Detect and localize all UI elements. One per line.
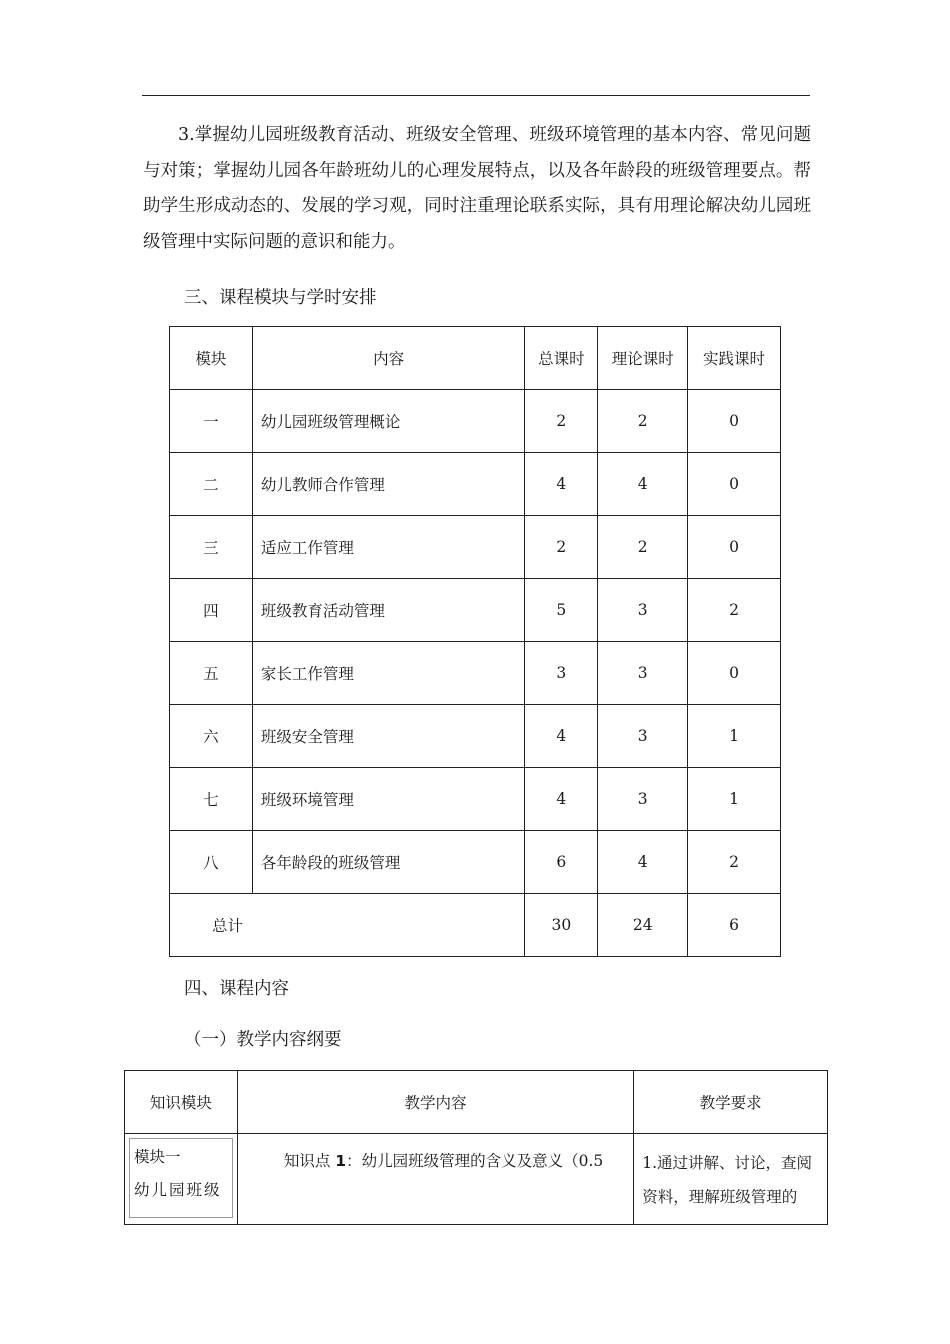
module-number: 六 — [170, 705, 253, 768]
section3-heading: 三、课程模块与学时安排 — [184, 288, 377, 308]
table-row — [170, 831, 781, 894]
practice-hours: 0 — [688, 642, 781, 705]
objective-paragraph: 3.掌握幼儿园班级教育活动、班级安全管理、班级环境管理的基本内容、常见问题与对策；掌握幼儿园各年龄班幼儿的心理发展特点，以及各年龄段的班级管理要点。帮助学生形成动态的、发展的学习观，同时注重理论联系实际，具有用理论解决幼儿园班级管理中实际问题的意识和能力。 — [143, 125, 811, 252]
teaching-content-cell — [237, 1134, 633, 1225]
table-row — [170, 642, 781, 705]
table-row — [170, 516, 781, 579]
header-rule — [142, 95, 810, 96]
table-row — [170, 453, 781, 516]
theory-hours: 3 — [598, 768, 688, 831]
module-number: 三 — [170, 516, 253, 579]
practice-hours: 2 — [688, 831, 781, 894]
module-content: 幼儿教师合作管理 — [252, 453, 525, 516]
col-header-module: 模块 — [170, 327, 253, 390]
schedule-table — [169, 326, 781, 957]
module-number: 四 — [170, 579, 253, 642]
total-hours: 4 — [525, 453, 598, 516]
schedule-header-row — [170, 327, 781, 390]
module-line2: 幼儿园班级 — [134, 1181, 222, 1199]
table-row — [170, 390, 781, 453]
total-hours: 3 — [525, 642, 598, 705]
total-hours: 6 — [525, 831, 598, 894]
content-outline-table — [124, 1070, 828, 1225]
table-row — [170, 579, 781, 642]
module-number: 一 — [170, 390, 253, 453]
table-row — [170, 768, 781, 831]
module-number: 七 — [170, 768, 253, 831]
module-cell — [125, 1134, 238, 1225]
knowledge-point-prefix: 知识点 — [283, 1152, 336, 1170]
total-label: 总计 — [170, 894, 525, 957]
module-content: 幼儿园班级管理概论 — [252, 390, 525, 453]
total-hours: 4 — [525, 705, 598, 768]
module-textbox — [129, 1138, 233, 1218]
practice-hours: 1 — [688, 705, 781, 768]
col-header-total-hours: 总课时 — [525, 327, 598, 390]
total-hours: 5 — [525, 579, 598, 642]
practice-hours: 2 — [688, 579, 781, 642]
practice-hours: 0 — [688, 516, 781, 579]
practice-hours: 1 — [688, 768, 781, 831]
section4-heading: 四、课程内容 — [184, 979, 289, 999]
theory-hours: 3 — [598, 579, 688, 642]
theory-hours: 3 — [598, 642, 688, 705]
practice-hours: 0 — [688, 453, 781, 516]
practice-hours-sum: 6 — [688, 894, 781, 957]
module-content: 适应工作管理 — [252, 516, 525, 579]
theory-hours: 4 — [598, 453, 688, 516]
table-row — [170, 705, 781, 768]
col-header-teaching-content: 教学内容 — [237, 1071, 633, 1134]
theory-hours: 3 — [598, 705, 688, 768]
total-hours-sum: 30 — [525, 894, 598, 957]
col-header-knowledge-module: 知识模块 — [125, 1071, 238, 1134]
module-number: 五 — [170, 642, 253, 705]
module-content: 班级安全管理 — [252, 705, 525, 768]
total-hours: 2 — [525, 516, 598, 579]
module-number: 八 — [170, 831, 253, 894]
theory-hours: 2 — [598, 516, 688, 579]
module-line1: 模块一 — [134, 1148, 181, 1166]
content-header-row — [125, 1071, 828, 1134]
module-number: 二 — [170, 453, 253, 516]
module-content: 班级环境管理 — [252, 768, 525, 831]
module-content: 班级教育活动管理 — [252, 579, 525, 642]
theory-hours-sum: 24 — [598, 894, 688, 957]
col-header-theory-hours: 理论课时 — [598, 327, 688, 390]
teaching-requirement-cell: 1.通过讲解、讨论，查阅资料，理解班级管理的 — [634, 1134, 828, 1225]
subsection1-heading: （一）教学内容纲要 — [184, 1030, 342, 1050]
total-hours: 4 — [525, 768, 598, 831]
module-content: 家长工作管理 — [252, 642, 525, 705]
knowledge-point-text: ：幼儿园班级管理的含义及意义（0.5 — [346, 1152, 604, 1170]
theory-hours: 4 — [598, 831, 688, 894]
col-header-content: 内容 — [252, 327, 525, 390]
col-header-teaching-requirement: 教学要求 — [634, 1071, 828, 1134]
theory-hours: 2 — [598, 390, 688, 453]
total-hours: 2 — [525, 390, 598, 453]
total-row — [170, 894, 781, 957]
knowledge-point-number: 1 — [335, 1152, 347, 1170]
col-header-practice-hours: 实践课时 — [688, 327, 781, 390]
table-row — [125, 1134, 828, 1225]
practice-hours: 0 — [688, 390, 781, 453]
module-content: 各年龄段的班级管理 — [252, 831, 525, 894]
